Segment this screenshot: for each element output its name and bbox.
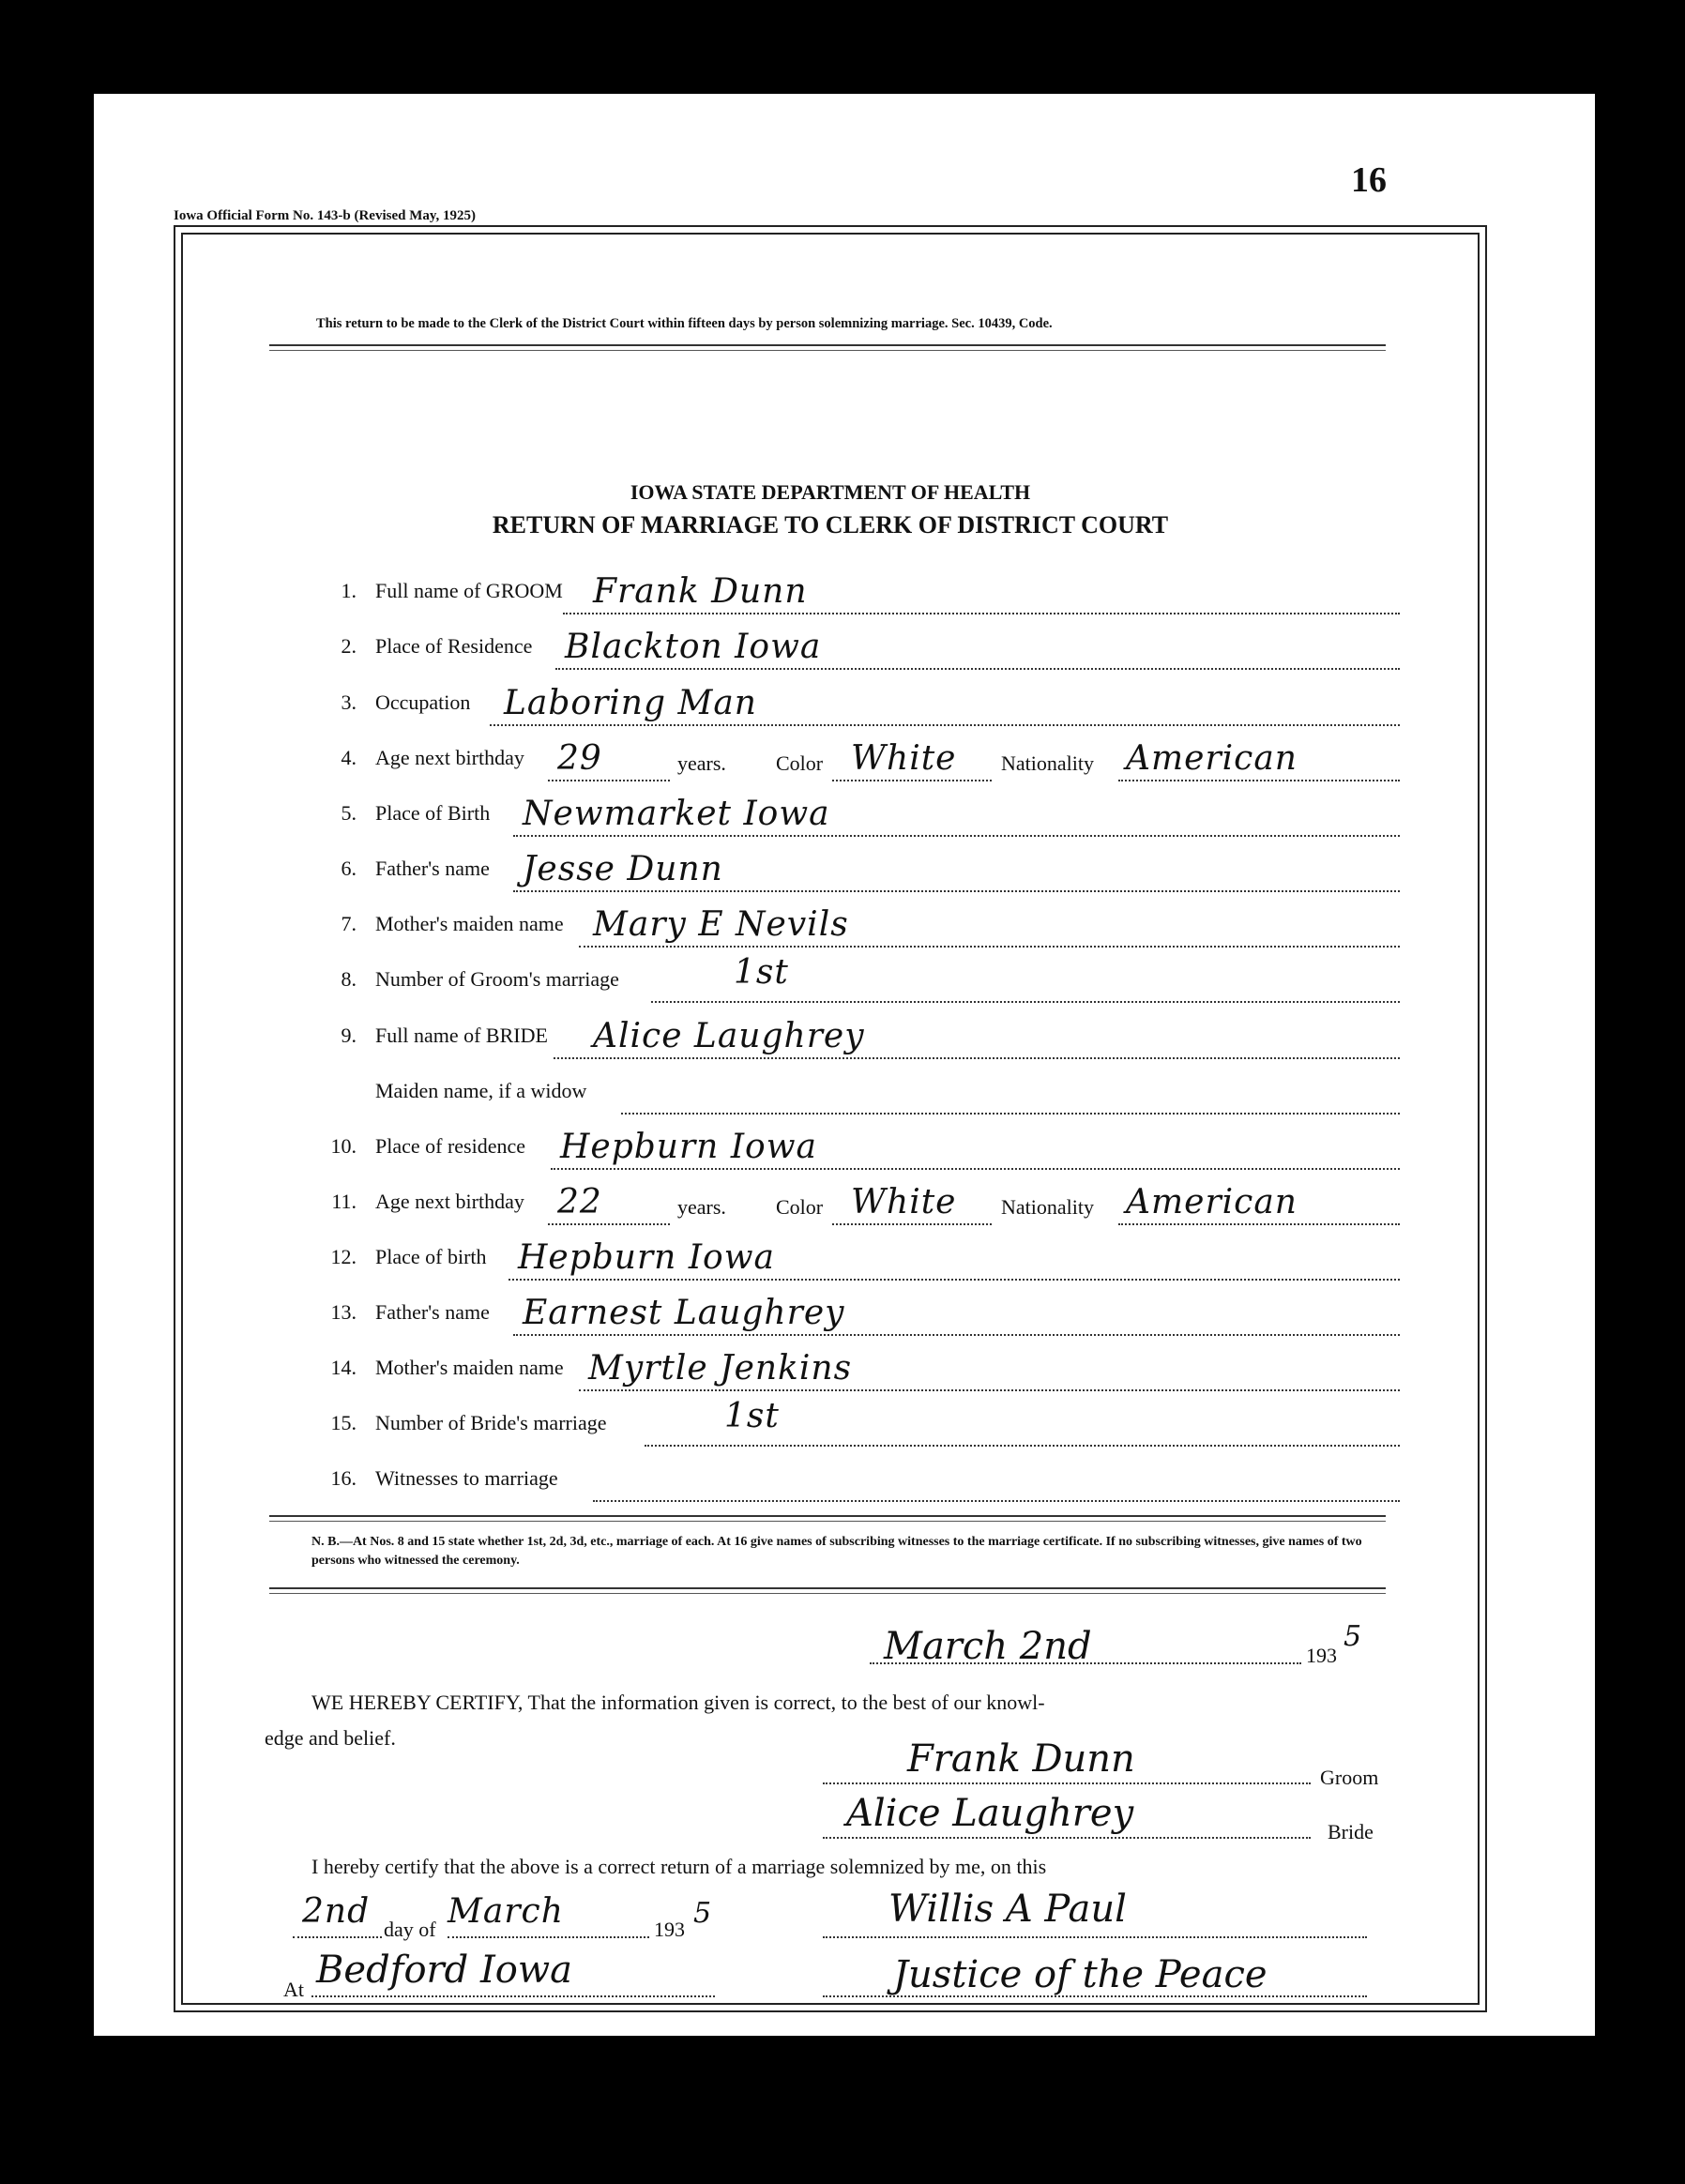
nationality-label: Nationality bbox=[1001, 1195, 1094, 1219]
fill-line bbox=[548, 1223, 670, 1225]
fill-line bbox=[579, 946, 1400, 948]
field-label: Mother's maiden name bbox=[375, 1356, 564, 1379]
groom-occupation-line bbox=[311, 684, 1400, 728]
field-number: 2. bbox=[341, 634, 357, 658]
field-number: 6. bbox=[341, 857, 357, 880]
officiant-year-suffix: 5 bbox=[693, 1897, 713, 1930]
field-label: Number of Bride's marriage bbox=[375, 1411, 607, 1434]
fill-line bbox=[832, 1223, 992, 1225]
bride-label: Bride bbox=[1328, 1820, 1374, 1843]
signature-line bbox=[823, 1837, 1311, 1839]
field-number: 11. bbox=[331, 1190, 357, 1213]
years-label: years. bbox=[677, 1195, 726, 1219]
field-label: Number of Groom's marriage bbox=[375, 967, 619, 991]
form-title: RETURN OF MARRIAGE TO CLERK OF DISTRICT COURT bbox=[492, 511, 1169, 538]
certify-statement: WE HEREBY CERTIFY, That the information given is correct, to the best of our knowl- bbox=[311, 1691, 1045, 1714]
signature-line bbox=[823, 1995, 1367, 1997]
bride-father-line bbox=[311, 1294, 1400, 1338]
fill-line bbox=[1118, 1223, 1400, 1225]
groom-name-line bbox=[311, 572, 1400, 616]
fill-line bbox=[621, 1113, 1400, 1115]
document-page bbox=[94, 94, 1595, 2036]
field-number: 8. bbox=[341, 967, 357, 991]
officiant-title: Justice of the Peace bbox=[893, 1953, 1268, 1996]
department-heading: IOWA STATE DEPARTMENT OF HEALTH bbox=[630, 480, 1031, 504]
groom-nationality-value: American bbox=[1126, 739, 1298, 778]
groom-father-line bbox=[311, 850, 1400, 894]
fill-line bbox=[593, 1500, 1400, 1502]
at-label: At bbox=[283, 1978, 304, 2001]
field-label: Full name of BRIDE bbox=[375, 1024, 548, 1047]
groom-color-value: White bbox=[851, 739, 957, 778]
bride-mother-value: Myrtle Jenkins bbox=[588, 1349, 853, 1388]
groom-mother-value: Mary E Nevils bbox=[593, 905, 849, 944]
officiant-month: March bbox=[448, 1892, 564, 1931]
fill-line bbox=[513, 890, 1400, 892]
bride-name-value: Alice Laughrey bbox=[593, 1017, 865, 1055]
bride-signature: Alice Laughrey bbox=[846, 1792, 1134, 1835]
nb-instructions: N. B.—At Nos. 8 and 15 state whether 1st, 2d, 3d, etc., marriage of each. At 16 give names of subscribing witnesses to the marriage certificate. If no subscribing witnesses, give names of two persons who witnessed the ceremony. bbox=[311, 1535, 1362, 1568]
field-label: Full name of GROOM bbox=[375, 579, 563, 602]
certify-statement-cont: edge and belief. bbox=[265, 1726, 396, 1750]
fill-line bbox=[551, 1168, 1400, 1170]
groom-father-value: Jesse Dunn bbox=[523, 850, 723, 888]
fill-line bbox=[311, 1995, 715, 1997]
fill-line bbox=[509, 1279, 1400, 1281]
years-label: years. bbox=[677, 751, 726, 775]
nationality-label: Nationality bbox=[1001, 751, 1094, 775]
officiant-signature: Willis A Paul bbox=[888, 1888, 1127, 1931]
groom-marriage-number-line bbox=[311, 953, 1400, 1005]
fill-line bbox=[651, 1001, 1400, 1003]
fill-line bbox=[832, 780, 992, 781]
groom-age-line bbox=[311, 739, 1400, 783]
bride-age-line bbox=[311, 1183, 1400, 1227]
officiant-place: Bedford Iowa bbox=[316, 1949, 572, 1992]
bride-marriage-number-value: 1st bbox=[724, 1397, 780, 1435]
groom-occupation-value: Laboring Man bbox=[504, 684, 757, 722]
field-label: Place of Birth bbox=[375, 801, 491, 825]
field-number: 10. bbox=[330, 1134, 357, 1158]
groom-age-value: 29 bbox=[557, 739, 602, 778]
field-number: 12. bbox=[330, 1245, 357, 1268]
field-label: Occupation bbox=[375, 690, 471, 714]
field-label: Mother's maiden name bbox=[375, 912, 564, 935]
officiant-day: 2nd bbox=[302, 1892, 371, 1931]
color-label: Color bbox=[776, 1195, 824, 1219]
groom-name-value: Frank Dunn bbox=[593, 572, 808, 611]
field-label: Place of residence bbox=[375, 1134, 526, 1158]
bride-father-value: Earnest Laughrey bbox=[523, 1294, 845, 1332]
signature-line bbox=[823, 1936, 1367, 1938]
witnesses-line bbox=[311, 1466, 1400, 1504]
divider bbox=[269, 1593, 1386, 1594]
year-suffix: 5 bbox=[1343, 1620, 1363, 1653]
fill-line bbox=[1118, 780, 1400, 781]
fill-line bbox=[645, 1445, 1400, 1447]
field-label: Father's name bbox=[375, 857, 490, 880]
field-number: 1. bbox=[341, 579, 357, 602]
fill-line bbox=[563, 613, 1400, 614]
groom-signature: Frank Dunn bbox=[907, 1737, 1135, 1781]
field-number: 9. bbox=[341, 1024, 357, 1047]
fill-line bbox=[448, 1936, 649, 1938]
field-number: 14. bbox=[330, 1356, 357, 1379]
divider bbox=[269, 1515, 1386, 1517]
field-number: 16. bbox=[330, 1466, 357, 1490]
groom-marriage-number-value: 1st bbox=[734, 953, 789, 992]
field-number: 15. bbox=[330, 1411, 357, 1434]
field-label: Witnesses to marriage bbox=[375, 1466, 558, 1490]
divider bbox=[269, 1521, 1386, 1522]
bride-maiden-line bbox=[311, 1079, 1400, 1116]
year-prefix: 193 bbox=[1306, 1644, 1337, 1667]
bride-residence-line bbox=[311, 1128, 1400, 1172]
form-frame bbox=[174, 225, 1487, 2012]
field-label: Father's name bbox=[375, 1300, 490, 1324]
groom-mother-line bbox=[311, 905, 1400, 949]
bride-mother-line bbox=[311, 1349, 1400, 1393]
bride-nationality-value: American bbox=[1126, 1183, 1298, 1221]
bride-birthplace-line bbox=[311, 1238, 1400, 1282]
fill-line bbox=[555, 668, 1400, 670]
groom-birthplace-line bbox=[311, 795, 1400, 839]
field-label: Maiden name, if a widow bbox=[375, 1079, 587, 1102]
fill-line bbox=[513, 835, 1400, 837]
field-label: Place of birth bbox=[375, 1245, 487, 1268]
field-label: Place of Residence bbox=[375, 634, 533, 658]
divider bbox=[269, 1587, 1386, 1589]
color-label: Color bbox=[776, 751, 824, 775]
fill-line bbox=[490, 724, 1400, 726]
bride-birthplace-value: Hepburn Iowa bbox=[518, 1238, 775, 1277]
day-of-label: day of bbox=[384, 1918, 436, 1941]
fill-line bbox=[870, 1662, 1301, 1664]
field-number: 7. bbox=[341, 912, 357, 935]
divider bbox=[269, 344, 1386, 346]
fill-line bbox=[554, 1057, 1400, 1059]
signature-line bbox=[823, 1782, 1311, 1784]
field-label: Age next birthday bbox=[375, 1190, 524, 1213]
date-value: March 2nd bbox=[884, 1625, 1092, 1668]
form-number: Iowa Official Form No. 143-b (Revised May, 1925) bbox=[174, 208, 477, 223]
field-number: 4. bbox=[341, 746, 357, 769]
divider bbox=[269, 350, 1386, 351]
fill-line bbox=[513, 1334, 1400, 1336]
bride-age-value: 22 bbox=[557, 1183, 602, 1221]
page-number: 16 bbox=[1351, 160, 1387, 200]
fill-line bbox=[293, 1936, 382, 1938]
officiant-statement: I hereby certify that the above is a correct return of a marriage solemnized by me, on this bbox=[311, 1855, 1047, 1878]
field-number: 3. bbox=[341, 690, 357, 714]
groom-residence-value: Blackton Iowa bbox=[565, 628, 822, 666]
bride-name-line bbox=[311, 1017, 1400, 1061]
filing-notice: This return to be made to the Clerk of the District Court within fifteen days by person solemnizing marriage. Sec. 10439, Code. bbox=[316, 316, 1053, 331]
groom-residence-line bbox=[311, 628, 1400, 672]
field-label: Age next birthday bbox=[375, 746, 524, 769]
field-number: 13. bbox=[330, 1300, 357, 1324]
field-number: 5. bbox=[341, 801, 357, 825]
fill-line bbox=[548, 780, 670, 781]
bride-marriage-number-line bbox=[311, 1397, 1400, 1448]
groom-label: Groom bbox=[1320, 1766, 1379, 1789]
groom-birthplace-value: Newmarket Iowa bbox=[523, 795, 830, 833]
fill-line bbox=[579, 1389, 1400, 1391]
officiant-year-prefix: 193 bbox=[654, 1918, 685, 1941]
bride-color-value: White bbox=[851, 1183, 957, 1221]
bride-residence-value: Hepburn Iowa bbox=[560, 1128, 817, 1166]
